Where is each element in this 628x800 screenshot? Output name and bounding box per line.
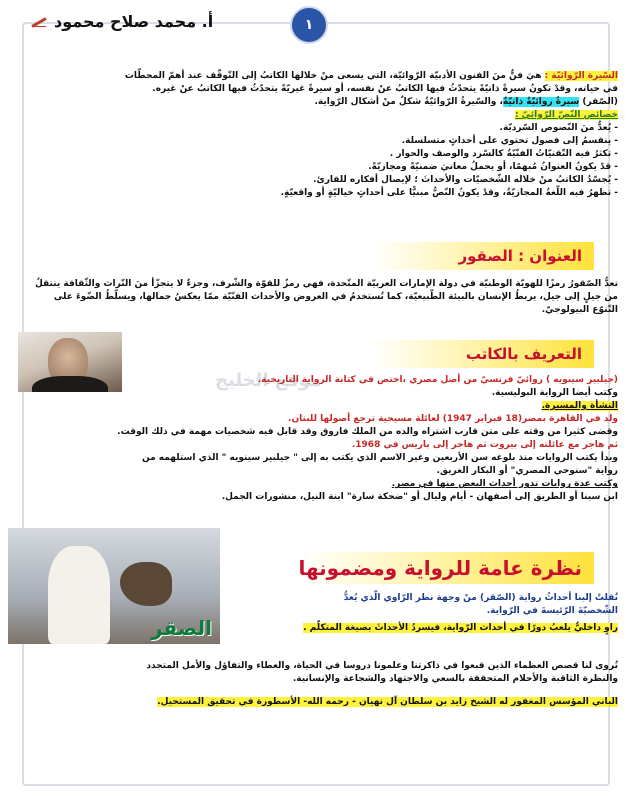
author-line [28, 413, 618, 426]
author-heading-bar [344, 340, 594, 368]
falconer-figure [48, 546, 110, 644]
falcon-caption: الصقر [151, 616, 212, 640]
intro-term: السّيرة الرّوائيّة : [544, 71, 618, 81]
page-number: ١ [290, 6, 328, 44]
overview-heading: نظرة عامة للرواية ومضمونها [298, 556, 582, 580]
intro-line-3-b: ، والسّيرةُ الرّوائيّةُ شكلٌ منْ أشكال الرّواية. [314, 97, 503, 108]
author-line [28, 478, 618, 491]
author-line [28, 400, 618, 413]
feature-item: - يُعدُّ منَ النّصوص السّرديّة. [499, 123, 618, 134]
overview-line-0: نُقلتْ إلينا أحداثُ رواية (الصّقر) منْ وجهة نظر الرّاوي الّذي يُعدُّ [343, 593, 618, 603]
title-heading-bar [344, 242, 594, 270]
author-line-0: (جيلبير سينويه ) روائيّ فرنسيّ من أصل مصري ،اختص في كتابة الرواية التاريخية. [257, 375, 618, 385]
features-title [28, 109, 618, 122]
author-heading: التعريف بالكاتب [465, 345, 582, 363]
overview-line-2: راوٍ داخليٌّ يلعبُ دورًا في أحداث الرّواية، فيسردُ الأحداثَ بصيغة المتكلّم . [303, 623, 618, 634]
features-title-text: خصائص النّصّ الرّوائيّ : [514, 110, 618, 121]
title-section [28, 278, 618, 317]
author-line: وقضى كثيرا من وقته على متن قارب اشتراه والده من الملك فاروق وقد قابل فيه شخصيات مهمة في ذلك الوقت. [117, 427, 618, 438]
author-name: أ. محمد صلاح محمود [54, 12, 214, 31]
overview-line [248, 622, 618, 635]
feature-item: - تظهرُ فيه اللّغةُ المجازيّةُ، وقدْ يكونُ النّصُّ مبنيًّا على أحداثٍ خياليّةٍ أو واقعيّةٍ. [280, 188, 618, 199]
feature-item: - تكثرُ فيه التّقنيّاتُ الفنّيّةُ كالسّرد والوصف والحوار . [389, 149, 618, 160]
author-line: ابن سينا أو الطريق إلى أصفهان - أيام وليال أو "ضحكة سارة" ابنة النيل، منشورات الجمل. [221, 492, 618, 503]
falcon-bird [120, 562, 172, 606]
author-line: وبدأ يكتب الروايات منذ بلوغه سن الأربعين وغير الاسم الذي يكتب به إلى " جيلبير سينويه " الذي استلهمه من [141, 453, 618, 464]
intro-line-1-rest: هيَ فنٌّ منَ الفنون الأدبيّة الرّوائيّة، التي يسعى منْ خلالها الكاتبُ إلى التّوقّف عند أهمّ المحطّات [124, 71, 545, 81]
title-body: تعدُّ الصّقورُ رمزًا للهويّة الوطنيّة في دولة الإمارات العربيّة المتّحدة، فهي رمزٌ للقوّة والشّرف، وجزءٌ لا يتجزّأ منَ التّراث والثّقافة ينتقلُ من جيلٍ إلى جيل، يربطُ الإنسان بالبيئة الطّبيعيّة، كما تُستخدمُ في العروض والأحداث الفنّيّة ممّا يعكسُ جمالها، ويسلّطُ الضّوءَ على التّنوّع البيولوجيّ. [35, 279, 618, 316]
feature-item: - ينقسمُ إلى فصول تحتوي على أحداثٍ متسلسلة. [401, 136, 618, 147]
watermark: موقع الخليج [215, 370, 322, 391]
author-line-2: النشأة والمسيرة. [541, 401, 618, 412]
pen-icon [30, 16, 48, 28]
intro-line-1 [28, 70, 618, 83]
author-line: رواية "سنوحي المصري" أو البكار الغريق. [436, 466, 618, 477]
overview-line-1: الشّخصيّةَ الرّئيسةَ في الرّواية. [486, 606, 618, 617]
overview-section-bottom [28, 660, 618, 709]
author-line-3: ولد في القاهرة بمصر(18 فبراير 1947) لعائلة مسيحية ترجع أصولها للبنان. [288, 414, 618, 425]
overview-line [248, 605, 618, 618]
overview-section-top [248, 592, 618, 635]
overview-line-5: الباني المؤسس المغفور له الشيخ زايد بن سلطان آل نهيان - رحمه الله- الأسطورة في تحقيق المستحيل. [157, 697, 618, 708]
overview-line: تُروى لنا قصص العظماء الذين قبعوا في ذاكرتنا وعلمونا دروسا في الحياة، والعطاء والتفاؤل والأمل المتجدد [146, 661, 618, 671]
feature-item: - قدْ يكونُ العنوانُ مُبهمًا، أو يحملُ معانيَ ضمنيّةً ومجازيّةً. [368, 162, 618, 173]
title-heading: العنوان : الصقور [458, 247, 582, 265]
author-section [28, 374, 618, 504]
overview-line [28, 696, 618, 709]
overview-line: والنظرة الثاقبة والأحلام المتحققة بالسعي والاجتهاد والشجاعة والإنسانية. [292, 674, 618, 685]
intro-line-3-a: (الصّقر) [579, 97, 618, 108]
overview-heading-bar [264, 552, 594, 584]
falconer-photo [8, 528, 220, 644]
author-line: وكتب أيضا الرواية البوليسية. [491, 388, 618, 399]
author-header [30, 12, 213, 31]
overview-line [248, 592, 618, 605]
intro-line-3 [28, 96, 618, 109]
author-line-8: وكتب عدة روايات تدور أحداث البعض منها في مصر. [391, 479, 618, 490]
author-line [28, 374, 618, 387]
author-line [28, 439, 618, 452]
intro-line-2: في حياته، وقدْ تكونُ سيرةً ذاتيّةً يتحدّثُ فيها الكاتبُ عنْ نفسه، أو سيرةً غيريّةً يتحدّثُ فيها الكاتبُ عنْ غيره. [152, 84, 618, 95]
intro-highlight: سيرةٌ روائيّةٌ ذاتيّةٌ [502, 97, 580, 108]
author-line-5: ثم هاجر مع عائلته إلى بيروت ثم هاجر إلى باريس في 1968. [351, 440, 618, 451]
intro-section [28, 70, 618, 200]
feature-item: - يُجسّدُ الكاتبُ منْ خلاله الشّخصيّات والأحداثَ ؛ لإيصال أفكاره للقارئ. [313, 175, 618, 186]
